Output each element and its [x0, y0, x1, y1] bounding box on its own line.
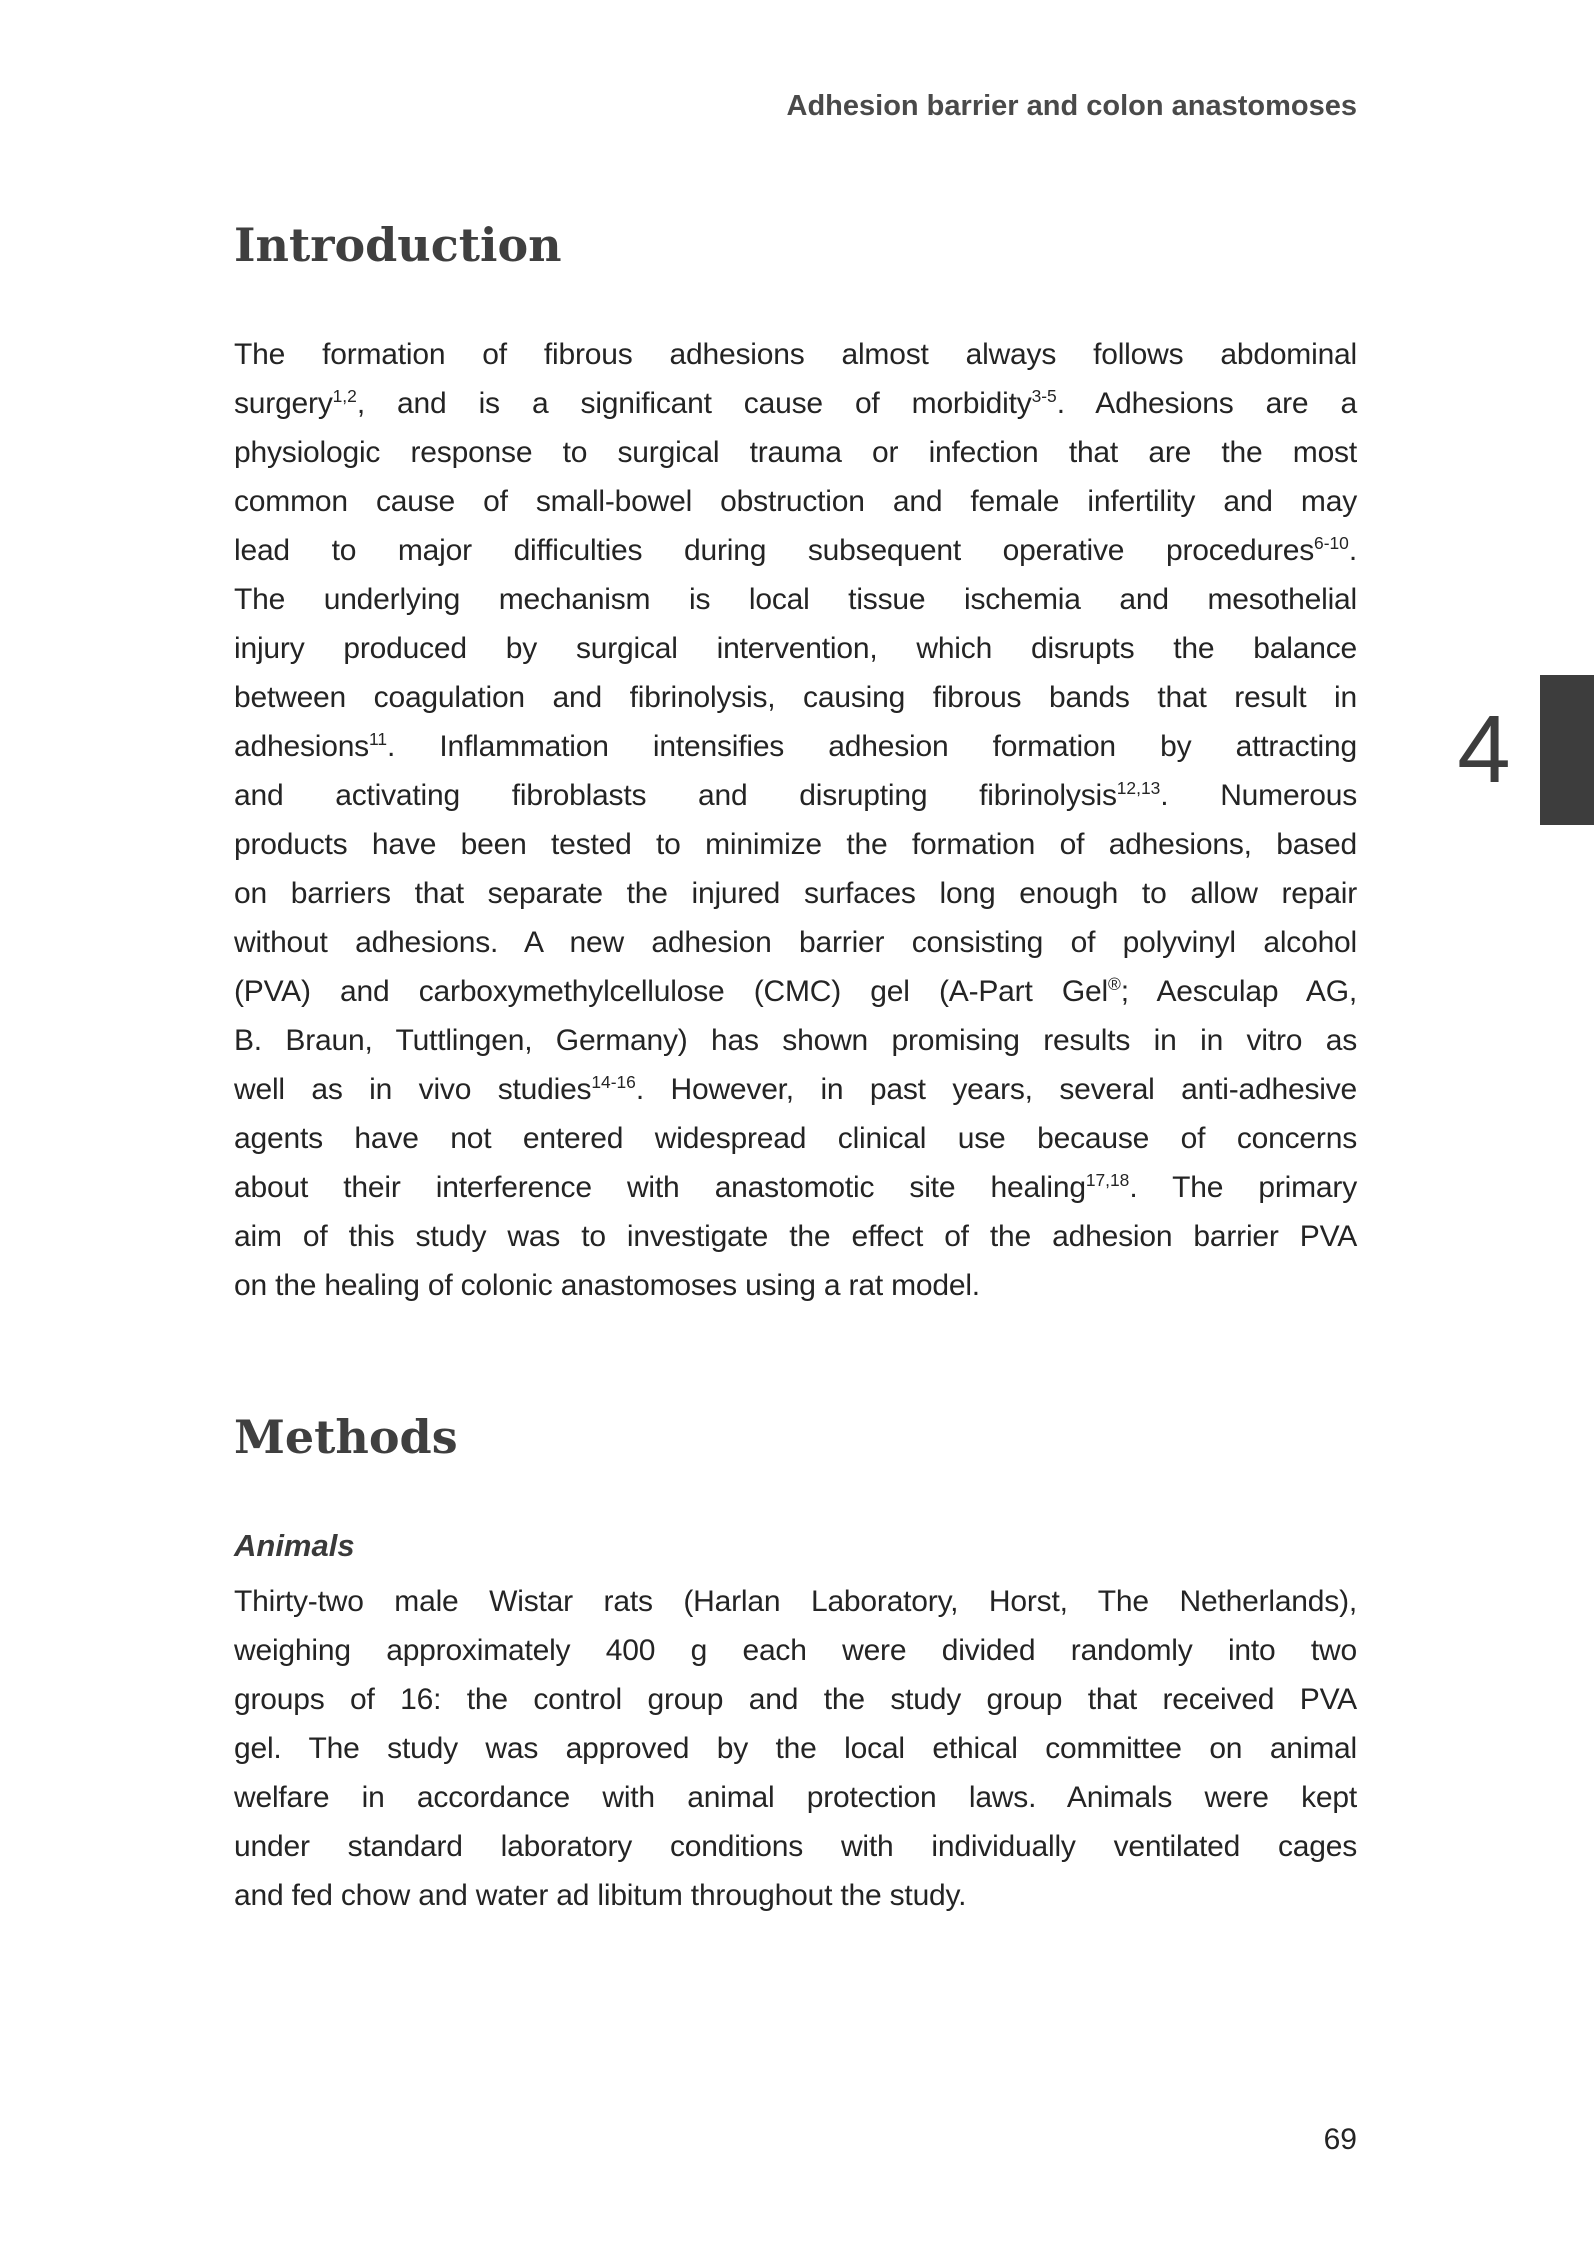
- page-number: 69: [1323, 2123, 1357, 2156]
- text-line: gel. The study was approved by the local ethical committee on animal: [234, 1732, 1357, 1765]
- text-line: and fed chow and water ad libitum throughout the study.: [234, 1879, 967, 1912]
- text-line: agents have not entered widespread clinical use because of concerns: [234, 1122, 1357, 1155]
- text-line: common cause of small-bowel obstruction and female infertility and may: [234, 485, 1357, 518]
- text-line: about their interference with anastomotic site healing$^{17,18}$. The primary: [234, 1170, 1357, 1204]
- text-line: weighing approximately 400 g each were divided randomly into two: [234, 1634, 1357, 1667]
- text-line: B. Braun, Tuttlingen, Germany) has shown promising results in in vitro as: [234, 1024, 1357, 1057]
- text-line: on barriers that separate the injured surfaces long enough to allow repair: [234, 877, 1357, 910]
- animals-paragraph: [234, 1577, 1357, 1920]
- chapter-tab-marker: [1540, 675, 1594, 825]
- text-line: lead to major difficulties during subsequent operative procedures$^{6-10}$.: [234, 533, 1357, 567]
- text-line: and activating fibroblasts and disrupting fibrinolysis$^{12,13}$. Numerous: [234, 778, 1357, 812]
- text-line: surgery$^{1,2}$, and is a significant cause of morbidity$^{3-5}$. Adhesions are a: [234, 386, 1357, 420]
- text-line: physiologic response to surgical trauma or infection that are the most: [234, 436, 1357, 469]
- text-line: products have been tested to minimize the formation of adhesions, based: [234, 828, 1357, 861]
- section-title-methods: Methods: [234, 1410, 458, 1464]
- subsection-title-animals: Animals: [234, 1528, 355, 1563]
- text-line: The formation of fibrous adhesions almost always follows abdominal: [234, 338, 1357, 371]
- section-title-introduction: Introduction: [234, 218, 562, 272]
- text-line: welfare in accordance with animal protection laws. Animals were kept: [234, 1781, 1357, 1814]
- introduction-paragraph: [234, 330, 1357, 1310]
- text-line: adhesions$^{11}$. Inflammation intensifies adhesion formation by attracting: [234, 729, 1357, 763]
- text-line: The underlying mechanism is local tissue ischemia and mesothelial: [234, 583, 1357, 616]
- text-line: Thirty-two male Wistar rats (Harlan Laboratory, Horst, The Netherlands),: [234, 1585, 1357, 1618]
- chapter-number: 4: [1457, 696, 1511, 803]
- text-line: without adhesions. A new adhesion barrier consisting of polyvinyl alcohol: [234, 926, 1357, 959]
- text-line: injury produced by surgical intervention, which disrupts the balance: [234, 632, 1357, 665]
- text-line: under standard laboratory conditions with individually ventilated cages: [234, 1830, 1357, 1863]
- text-line: (PVA) and carboxymethylcellulose (CMC) gel (A-Part Gel®; Aesculap AG,: [234, 974, 1357, 1008]
- text-line: aim of this study was to investigate the effect of the adhesion barrier PVA: [234, 1220, 1357, 1253]
- text-line: on the healing of colonic anastomoses using a rat model.: [234, 1269, 980, 1302]
- text-line: between coagulation and fibrinolysis, causing fibrous bands that result in: [234, 681, 1357, 714]
- text-line: well as in vivo studies$^{14-16}$. However, in past years, several anti-adhesive: [234, 1072, 1357, 1106]
- text-line: groups of 16: the control group and the study group that received PVA: [234, 1683, 1357, 1716]
- running-header: Adhesion barrier and colon anastomoses: [786, 90, 1357, 122]
